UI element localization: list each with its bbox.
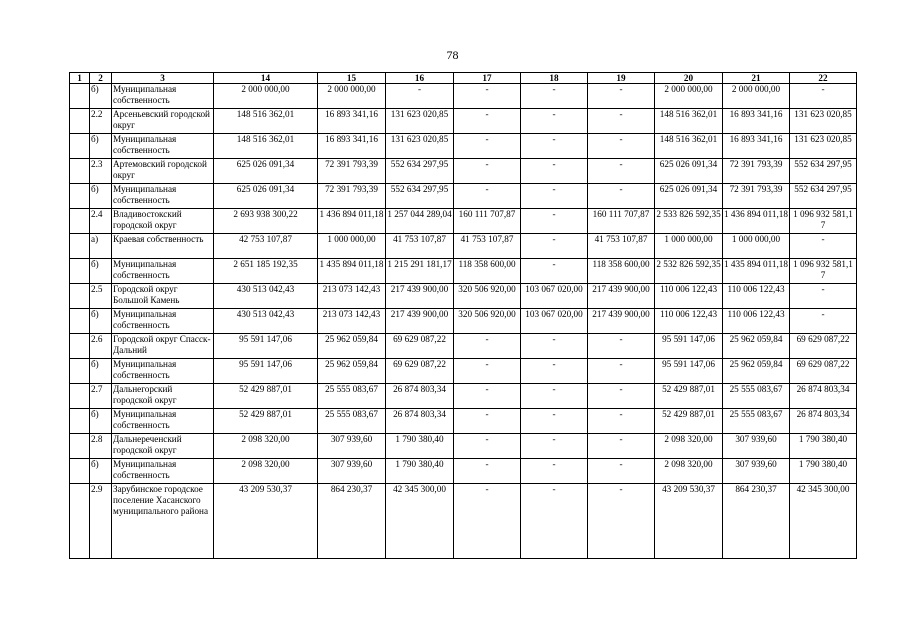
value-cell: 72 391 793,39 — [723, 159, 790, 184]
value-cell: 110 006 122,43 — [655, 284, 723, 309]
value-cell: 864 230,37 — [723, 484, 790, 559]
value-cell: 41 753 107,87 — [588, 234, 655, 259]
table-row — [70, 159, 857, 184]
row-number-cell: б) — [90, 259, 112, 284]
column-header: 19 — [588, 73, 655, 84]
value-cell: 25 555 083,67 — [723, 384, 790, 409]
value-cell: 26 874 803,34 — [386, 409, 454, 434]
value-cell: 25 962 059,84 — [723, 359, 790, 384]
value-cell: 2 693 938 300,22 — [214, 209, 318, 234]
row-index-cell — [70, 284, 90, 309]
table-row — [70, 284, 857, 309]
value-cell: - — [454, 159, 521, 184]
value-cell: 148 516 362,01 — [655, 134, 723, 159]
value-cell: - — [790, 84, 857, 109]
value-cell: 1 436 894 011,18 — [318, 209, 386, 234]
value-cell: 95 591 147,06 — [214, 334, 318, 359]
value-cell: - — [588, 134, 655, 159]
value-cell: 25 555 083,67 — [318, 384, 386, 409]
value-cell: - — [454, 459, 521, 484]
table-body — [70, 73, 857, 559]
value-cell: 2 000 000,00 — [318, 84, 386, 109]
row-name-cell: Муниципальная собственность — [112, 459, 214, 484]
value-cell: 320 506 920,00 — [454, 309, 521, 334]
value-cell: 1 000 000,00 — [723, 234, 790, 259]
value-cell: 307 939,60 — [318, 434, 386, 459]
value-cell: 1 096 932 581,17 — [790, 209, 857, 234]
value-cell: 430 513 042,43 — [214, 309, 318, 334]
row-index-cell — [70, 359, 90, 384]
page-number: 78 — [446, 48, 459, 62]
value-cell: - — [588, 109, 655, 134]
value-cell: 131 623 020,85 — [386, 134, 454, 159]
table-row — [70, 134, 857, 159]
table-row — [70, 334, 857, 359]
row-name-cell: Муниципальная собственность — [112, 309, 214, 334]
value-cell: 2 098 320,00 — [214, 434, 318, 459]
value-cell: 26 874 803,34 — [386, 384, 454, 409]
value-cell: - — [521, 209, 588, 234]
row-name-cell: Муниципальная собственность — [112, 259, 214, 284]
row-number-cell: 2.4 — [90, 209, 112, 234]
value-cell: 217 439 900,00 — [386, 309, 454, 334]
value-cell: - — [790, 309, 857, 334]
value-cell: 42 345 300,00 — [386, 484, 454, 559]
column-header: 14 — [214, 73, 318, 84]
table-row — [70, 184, 857, 209]
row-number-cell: б) — [90, 84, 112, 109]
table-row — [70, 109, 857, 134]
row-name-cell: Зарубинское городское поселение Хасанского муниципального района — [112, 484, 214, 559]
column-header: 21 — [723, 73, 790, 84]
value-cell: 148 516 362,01 — [214, 109, 318, 134]
value-cell: 2 651 185 192,35 — [214, 259, 318, 284]
row-index-cell — [70, 409, 90, 434]
row-name-cell: Дальнегорский городской округ — [112, 384, 214, 409]
value-cell: - — [521, 159, 588, 184]
row-number-cell: 2.6 — [90, 334, 112, 359]
row-number-cell: б) — [90, 134, 112, 159]
value-cell: 26 874 803,34 — [790, 384, 857, 409]
column-header: 20 — [655, 73, 723, 84]
value-cell: 16 893 341,16 — [723, 109, 790, 134]
value-cell: 148 516 362,01 — [655, 109, 723, 134]
value-cell: - — [521, 409, 588, 434]
value-cell: 552 634 297,95 — [790, 184, 857, 209]
value-cell: 131 623 020,85 — [790, 109, 857, 134]
value-cell: 95 591 147,06 — [655, 359, 723, 384]
value-cell: 625 026 091,34 — [214, 159, 318, 184]
value-cell: 1 790 380,40 — [386, 459, 454, 484]
value-cell: - — [454, 134, 521, 159]
value-cell: 1 257 044 289,04 — [386, 209, 454, 234]
value-cell: 131 623 020,85 — [790, 134, 857, 159]
table-row — [70, 309, 857, 334]
value-cell: 217 439 900,00 — [588, 284, 655, 309]
value-cell: - — [588, 184, 655, 209]
value-cell: - — [588, 334, 655, 359]
row-index-cell — [70, 384, 90, 409]
row-index-cell — [70, 209, 90, 234]
value-cell: 69 629 087,22 — [790, 334, 857, 359]
row-name-cell: Муниципальная собственность — [112, 184, 214, 209]
value-cell: 95 591 147,06 — [655, 334, 723, 359]
value-cell: 95 591 147,06 — [214, 359, 318, 384]
value-cell: - — [588, 159, 655, 184]
value-cell: 16 893 341,16 — [723, 134, 790, 159]
column-header: 3 — [112, 73, 214, 84]
value-cell: - — [790, 234, 857, 259]
row-number-cell: 2.2 — [90, 109, 112, 134]
value-cell: 217 439 900,00 — [588, 309, 655, 334]
value-cell: 42 345 300,00 — [790, 484, 857, 559]
value-cell: 625 026 091,34 — [655, 184, 723, 209]
value-cell: 72 391 793,39 — [318, 184, 386, 209]
row-index-cell — [70, 159, 90, 184]
column-header: 1 — [70, 73, 90, 84]
column-header: 18 — [521, 73, 588, 84]
value-cell: 625 026 091,34 — [214, 184, 318, 209]
value-cell: - — [454, 84, 521, 109]
value-cell: 552 634 297,95 — [386, 159, 454, 184]
column-header: 17 — [454, 73, 521, 84]
value-cell: 1 000 000,00 — [318, 234, 386, 259]
value-cell: 72 391 793,39 — [723, 184, 790, 209]
value-cell: 213 073 142,43 — [318, 284, 386, 309]
row-index-cell — [70, 259, 90, 284]
table-row — [70, 259, 857, 284]
value-cell: 25 962 059,84 — [318, 334, 386, 359]
value-cell: 160 111 707,87 — [588, 209, 655, 234]
value-cell: 430 513 042,43 — [214, 284, 318, 309]
value-cell: - — [521, 84, 588, 109]
value-cell: 1 000 000,00 — [655, 234, 723, 259]
value-cell: 2 098 320,00 — [655, 459, 723, 484]
row-name-cell: Городской округ Большой Камень — [112, 284, 214, 309]
value-cell: 1 435 894 011,18 — [723, 259, 790, 284]
row-index-cell — [70, 459, 90, 484]
value-cell: 148 516 362,01 — [214, 134, 318, 159]
row-name-cell: Муниципальная собственность — [112, 134, 214, 159]
row-number-cell: б) — [90, 359, 112, 384]
value-cell: 110 006 122,43 — [723, 309, 790, 334]
value-cell: 25 962 059,84 — [723, 334, 790, 359]
value-cell: 41 753 107,87 — [454, 234, 521, 259]
value-cell: - — [588, 434, 655, 459]
value-cell: - — [521, 484, 588, 559]
value-cell: 110 006 122,43 — [723, 284, 790, 309]
value-cell: 552 634 297,95 — [386, 184, 454, 209]
value-cell: 52 429 887,01 — [655, 384, 723, 409]
table-row — [70, 209, 857, 234]
row-name-cell: Краевая собственность — [112, 234, 214, 259]
value-cell: - — [588, 384, 655, 409]
row-index-cell — [70, 484, 90, 559]
row-number-cell: 2.7 — [90, 384, 112, 409]
row-index-cell — [70, 84, 90, 109]
row-index-cell — [70, 334, 90, 359]
row-number-cell: а) — [90, 234, 112, 259]
value-cell: - — [386, 84, 454, 109]
value-cell: - — [521, 334, 588, 359]
value-cell: - — [588, 84, 655, 109]
header-row — [70, 73, 857, 84]
row-index-cell — [70, 309, 90, 334]
value-cell: 2 000 000,00 — [723, 84, 790, 109]
row-number-cell: б) — [90, 409, 112, 434]
table-row — [70, 459, 857, 484]
value-cell: - — [521, 109, 588, 134]
row-name-cell: Дальнереченский городской округ — [112, 434, 214, 459]
value-cell: - — [521, 384, 588, 409]
value-cell: - — [588, 359, 655, 384]
value-cell: 2 098 320,00 — [655, 434, 723, 459]
value-cell: - — [521, 434, 588, 459]
row-number-cell: 2.8 — [90, 434, 112, 459]
row-index-cell — [70, 109, 90, 134]
value-cell: - — [521, 359, 588, 384]
table-row — [70, 434, 857, 459]
value-cell: 552 634 297,95 — [790, 159, 857, 184]
table-row — [70, 359, 857, 384]
value-cell: 2 000 000,00 — [214, 84, 318, 109]
row-name-cell: Арсеньевский городской округ — [112, 109, 214, 134]
value-cell: 1 436 894 011,18 — [723, 209, 790, 234]
value-cell: 42 753 107,87 — [214, 234, 318, 259]
value-cell: - — [454, 484, 521, 559]
value-cell: 1 435 894 011,18 — [318, 259, 386, 284]
value-cell: 69 629 087,22 — [386, 359, 454, 384]
row-name-cell: Муниципальная собственность — [112, 409, 214, 434]
row-name-cell: Владивостокский городской округ — [112, 209, 214, 234]
value-cell: - — [588, 484, 655, 559]
value-cell: - — [521, 259, 588, 284]
value-cell: 118 358 600,00 — [454, 259, 521, 284]
row-name-cell: Муниципальная собственность — [112, 359, 214, 384]
value-cell: - — [454, 109, 521, 134]
column-header: 22 — [790, 73, 857, 84]
value-cell: 25 555 083,67 — [318, 409, 386, 434]
value-cell: - — [454, 409, 521, 434]
value-cell: - — [588, 409, 655, 434]
value-cell: 864 230,37 — [318, 484, 386, 559]
value-cell: 72 391 793,39 — [318, 159, 386, 184]
value-cell: 1 096 932 581,17 — [790, 259, 857, 284]
value-cell: 103 067 020,00 — [521, 309, 588, 334]
value-cell: 43 209 530,37 — [655, 484, 723, 559]
value-cell: 160 111 707,87 — [454, 209, 521, 234]
value-cell: - — [521, 184, 588, 209]
value-cell: 625 026 091,34 — [655, 159, 723, 184]
row-number-cell: 2.3 — [90, 159, 112, 184]
row-number-cell: 2.9 — [90, 484, 112, 559]
value-cell: 2 533 826 592,35 — [655, 209, 723, 234]
value-cell: - — [454, 434, 521, 459]
value-cell: - — [454, 384, 521, 409]
value-cell: 1 790 380,40 — [790, 459, 857, 484]
row-name-cell: Городской округ Спасск-Дальний — [112, 334, 214, 359]
value-cell: 43 209 530,37 — [214, 484, 318, 559]
value-cell: - — [454, 359, 521, 384]
value-cell: 1 790 380,40 — [386, 434, 454, 459]
column-header: 15 — [318, 73, 386, 84]
value-cell: 320 506 920,00 — [454, 284, 521, 309]
value-cell: 2 098 320,00 — [214, 459, 318, 484]
value-cell: 52 429 887,01 — [214, 409, 318, 434]
row-number-cell: б) — [90, 309, 112, 334]
row-index-cell — [70, 134, 90, 159]
value-cell: 52 429 887,01 — [655, 409, 723, 434]
value-cell: 213 073 142,43 — [318, 309, 386, 334]
value-cell: 307 939,60 — [723, 459, 790, 484]
row-number-cell: б) — [90, 459, 112, 484]
table-row — [70, 409, 857, 434]
value-cell: - — [790, 284, 857, 309]
table-row — [70, 484, 857, 559]
value-cell: 16 893 341,16 — [318, 134, 386, 159]
value-cell: 118 358 600,00 — [588, 259, 655, 284]
value-cell: 26 874 803,34 — [790, 409, 857, 434]
row-number-cell: 2.5 — [90, 284, 112, 309]
row-number-cell: б) — [90, 184, 112, 209]
value-cell: 307 939,60 — [318, 459, 386, 484]
value-cell: 2 532 826 592,35 — [655, 259, 723, 284]
table-row — [70, 384, 857, 409]
value-cell: 25 962 059,84 — [318, 359, 386, 384]
value-cell: 52 429 887,01 — [214, 384, 318, 409]
value-cell: - — [454, 184, 521, 209]
value-cell: 69 629 087,22 — [790, 359, 857, 384]
value-cell: 131 623 020,85 — [386, 109, 454, 134]
value-cell: 217 439 900,00 — [386, 284, 454, 309]
value-cell: 1 790 380,40 — [790, 434, 857, 459]
value-cell: - — [588, 459, 655, 484]
row-name-cell: Артемовский городской округ — [112, 159, 214, 184]
value-cell: - — [454, 334, 521, 359]
table-row — [70, 234, 857, 259]
value-cell: 41 753 107,87 — [386, 234, 454, 259]
value-cell: 69 629 087,22 — [386, 334, 454, 359]
value-cell: - — [521, 134, 588, 159]
table-row — [70, 84, 857, 109]
value-cell: 103 067 020,00 — [521, 284, 588, 309]
column-header: 2 — [90, 73, 112, 84]
value-cell: 25 555 083,67 — [723, 409, 790, 434]
row-name-cell: Муниципальная собственность — [112, 84, 214, 109]
value-cell: 2 000 000,00 — [655, 84, 723, 109]
value-cell: - — [521, 234, 588, 259]
value-cell: 1 215 291 181,17 — [386, 259, 454, 284]
value-cell: 307 939,60 — [723, 434, 790, 459]
row-index-cell — [70, 184, 90, 209]
value-cell: 16 893 341,16 — [318, 109, 386, 134]
value-cell: - — [521, 459, 588, 484]
row-index-cell — [70, 234, 90, 259]
value-cell: 110 006 122,43 — [655, 309, 723, 334]
column-header: 16 — [386, 73, 454, 84]
budget-table — [69, 72, 857, 559]
row-index-cell — [70, 434, 90, 459]
